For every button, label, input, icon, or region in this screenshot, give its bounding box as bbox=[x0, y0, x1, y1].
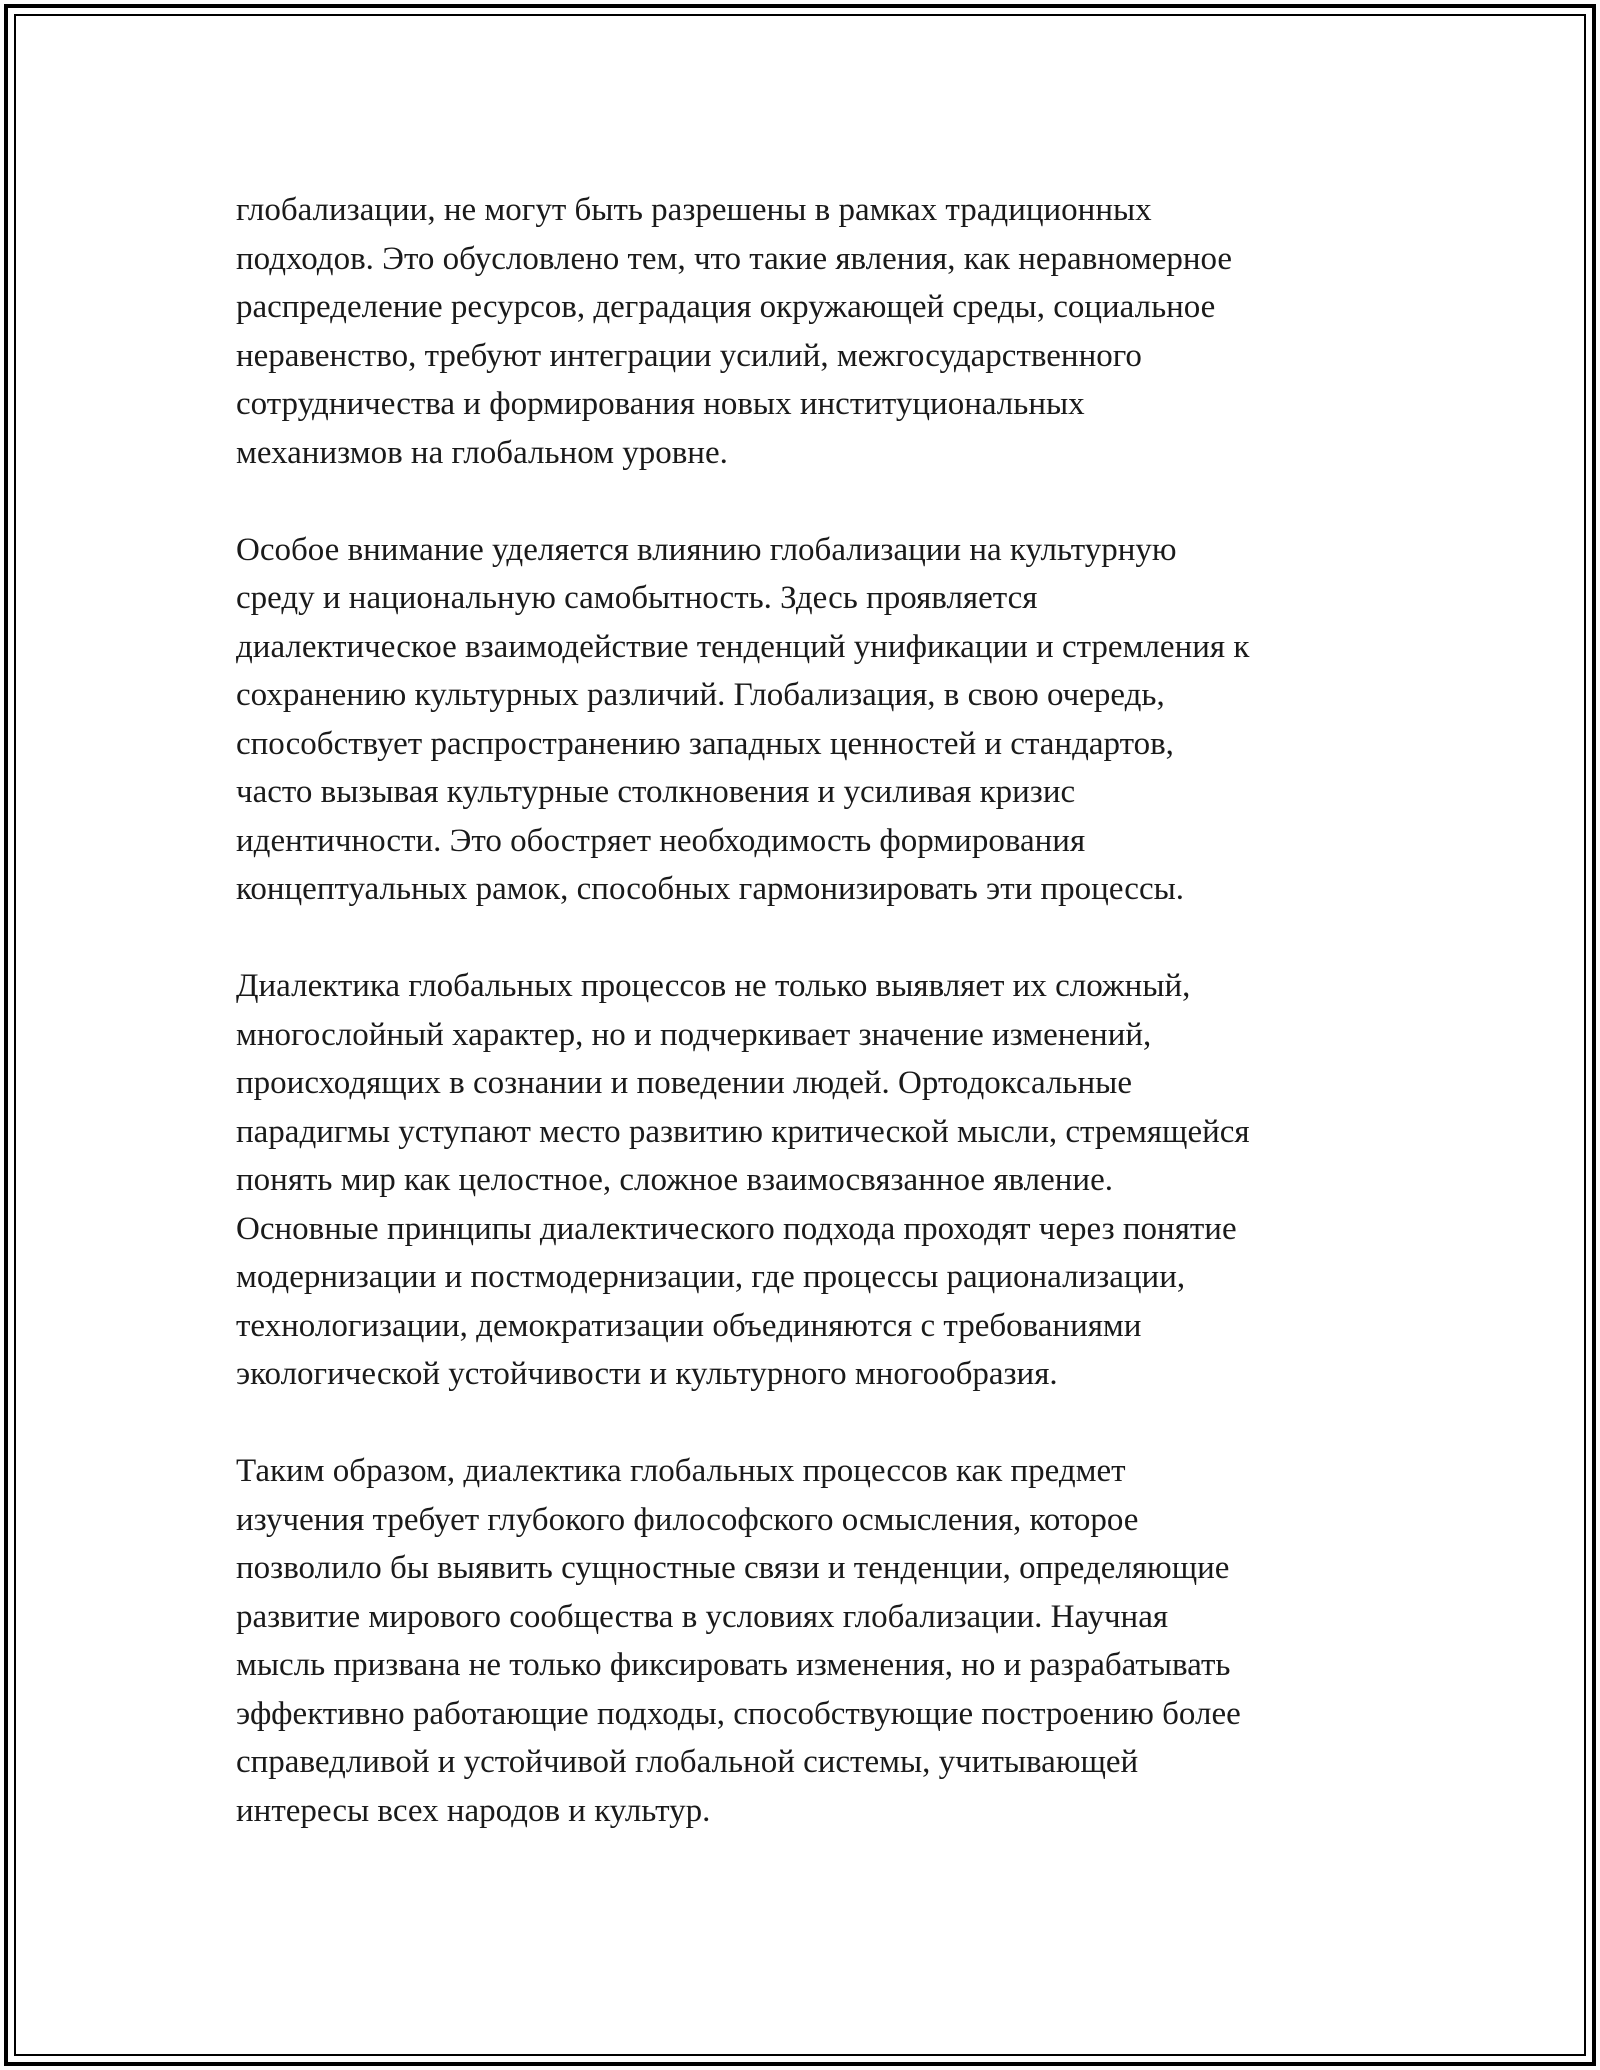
text-line: сохранению культурных различий. Глобализация, в свою очередь, bbox=[236, 677, 1165, 713]
paragraph-4 bbox=[236, 1447, 1386, 1835]
text-line: глобализации, не могут быть разрешены в рамках традиционных bbox=[236, 192, 1152, 228]
text-line: экологической устойчивости и культурного многообразия. bbox=[236, 1356, 1058, 1392]
text-line: концептуальных рамок, способных гармонизировать эти процессы. bbox=[236, 871, 1185, 907]
text-line: механизмов на глобальном уровне. bbox=[236, 434, 728, 471]
text-line: многослойный характер, но и подчеркивает значение изменений, bbox=[236, 1016, 1152, 1053]
text-line: неравенство, требуют интеграции усилий, межгосударственного bbox=[236, 337, 1142, 374]
text-line: Особое внимание уделяется влиянию глобализации на культурную bbox=[236, 531, 1177, 568]
text-line: интересы всех народов и культур. bbox=[236, 1792, 711, 1829]
text-line: способствует распространению западных ценностей и стандартов, bbox=[236, 725, 1174, 762]
text-line: мысль призвана не только фиксировать изменения, но и разрабатывать bbox=[236, 1647, 1231, 1683]
text-line: идентичности. Это обостряет необходимость формирования bbox=[236, 822, 1086, 859]
paragraph-2 bbox=[236, 526, 1386, 914]
text-line: Диалектика глобальных процессов не только выявляет их сложный, bbox=[236, 968, 1191, 1004]
text-line: изучения требует глубокого философского осмысления, которое bbox=[236, 1501, 1139, 1538]
paragraph-1 bbox=[236, 186, 1386, 477]
text-line: эффективно работающие подходы, способствующие построению более bbox=[236, 1695, 1241, 1732]
text-line: среду и национальную самобытность. Здесь проявляется bbox=[236, 580, 1038, 616]
text-line: часто вызывая культурные столкновения и усиливая кризис bbox=[236, 774, 1076, 810]
text-line: сотрудничества и формирования новых институциональных bbox=[236, 386, 1085, 422]
text-line: справедливой и устойчивой глобальной системы, учитывающей bbox=[236, 1744, 1139, 1780]
text-line: парадигмы уступают место развитию критической мысли, стремящейся bbox=[236, 1113, 1250, 1150]
text-line: Таким образом, диалектика глобальных процессов как предмет bbox=[236, 1453, 1126, 1489]
text-line: распределение ресурсов, деградация окружающей среды, социальное bbox=[236, 289, 1216, 325]
text-line: диалектическое взаимодействие тенденций унификации и стремления к bbox=[236, 628, 1250, 665]
text-line: понять мир как целостное, сложное взаимосвязанное явление. bbox=[236, 1162, 1113, 1198]
text-line: подходов. Это обусловлено тем, что такие явления, как неравномерное bbox=[236, 240, 1233, 277]
text-line: модернизации и постмодернизации, где процессы рационализации, bbox=[236, 1259, 1186, 1295]
text-line: Основные принципы диалектического подхода проходят через понятие bbox=[236, 1210, 1237, 1247]
text-line: позволило бы выявить сущностные связи и тенденции, определяющие bbox=[236, 1550, 1230, 1586]
text-line: развитие мирового сообщества в условиях глобализации. Научная bbox=[236, 1598, 1169, 1635]
document-body bbox=[236, 186, 1386, 1884]
text-line: технологизации, демократизации объединяются с требованиями bbox=[236, 1307, 1142, 1344]
paragraph-3 bbox=[236, 962, 1386, 1399]
text-line: происходящих в сознании и поведении людей. Ортодоксальные bbox=[236, 1065, 1132, 1101]
